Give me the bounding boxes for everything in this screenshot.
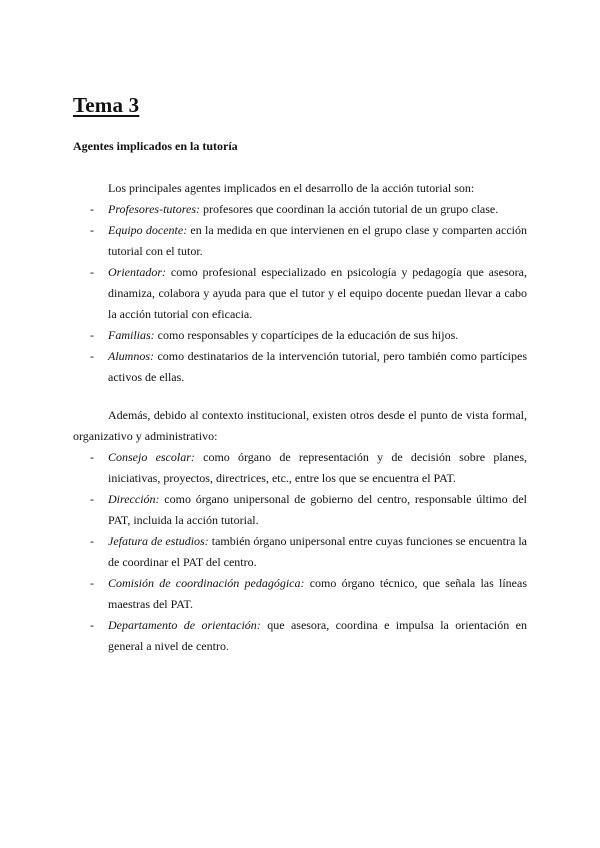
list-item bbox=[73, 573, 527, 615]
list-item-term: Jefatura de estudios: bbox=[108, 534, 209, 548]
institutional-intro-paragraph: Además, debido al contexto institucional, existen otros desde el punto de vista formal, organizativo y administrativo: bbox=[73, 408, 527, 443]
bullet-dash: - bbox=[90, 618, 94, 632]
list-item-term: Alumnos: bbox=[108, 349, 154, 363]
agents-intro-paragraph: Los principales agentes implicados en el desarrollo de la acción tutorial son: bbox=[108, 181, 475, 195]
agents-section bbox=[73, 178, 527, 388]
list-item-text: en la medida en que intervienen en el grupo clase y comparten acción tutorial con el tutor. bbox=[108, 223, 527, 258]
list-item-text: como responsables y copartícipes de la educación de sus hijos. bbox=[154, 328, 459, 342]
bullet-dash: - bbox=[90, 450, 94, 464]
list-item-term: Consejo escolar: bbox=[108, 450, 195, 464]
agents-list bbox=[73, 199, 527, 388]
bullet-dash: - bbox=[90, 202, 94, 216]
list-item-text: como destinatarios de la intervención tutorial, pero también como partícipes activos de ellas. bbox=[108, 349, 527, 384]
bullet-dash: - bbox=[90, 492, 94, 506]
list-item bbox=[73, 220, 527, 262]
list-item-text: como órgano técnico, que señala las líneas maestras del PAT. bbox=[108, 576, 527, 611]
bullet-dash: - bbox=[90, 349, 94, 363]
list-item-term: Profesores-tutores: bbox=[108, 202, 200, 216]
list-item bbox=[73, 199, 527, 220]
list-item-term: Comisión de coordinación pedagógica: bbox=[108, 576, 305, 590]
list-item bbox=[73, 346, 527, 388]
list-item bbox=[73, 615, 527, 657]
list-item-term: Equipo docente: bbox=[108, 223, 188, 237]
list-item-text: como órgano de representación y de decisión sobre planes, iniciativas, proyectos, directrices, etc., entre los que se encuentra el PAT. bbox=[108, 450, 527, 485]
bullet-dash: - bbox=[90, 534, 94, 548]
list-item-text: también órgano unipersonal entre cuyas funciones se encuentra la de coordinar el PAT del centro. bbox=[108, 534, 527, 569]
list-item bbox=[73, 262, 527, 325]
list-item-text: como órgano unipersonal de gobierno del centro, responsable último del PAT, incluida la acción tutorial. bbox=[108, 492, 527, 527]
bullet-dash: - bbox=[90, 328, 94, 342]
list-item-term: Dirección: bbox=[108, 492, 160, 506]
list-item-text: profesores que coordinan la acción tutorial de un grupo clase. bbox=[200, 202, 499, 216]
list-item bbox=[73, 447, 527, 489]
list-item-term: Departamento de orientación: bbox=[108, 618, 261, 632]
institutional-agents-list bbox=[73, 447, 527, 657]
list-item bbox=[73, 489, 527, 531]
list-item-text: como profesional especializado en psicología y pedagogía que asesora, dinamiza, colabora y ayuda para que el tutor y el equipo docente puedan llevar a cabo la acción tutorial con eficacia. bbox=[108, 265, 527, 321]
list-item bbox=[73, 531, 527, 573]
list-item-term: Orientador: bbox=[108, 265, 166, 279]
list-item-term: Familias: bbox=[108, 328, 155, 342]
bullet-dash: - bbox=[90, 265, 94, 279]
page-title: Tema 3 bbox=[73, 93, 140, 117]
list-item bbox=[73, 325, 527, 346]
institutional-agents-section bbox=[73, 405, 527, 657]
bullet-dash: - bbox=[90, 223, 94, 237]
list-item-text: que asesora, coordina e impulsa la orientación en general a nivel de centro. bbox=[108, 618, 527, 653]
bullet-dash: - bbox=[90, 576, 94, 590]
section-heading: Agentes implicados en la tutoría bbox=[73, 139, 238, 153]
